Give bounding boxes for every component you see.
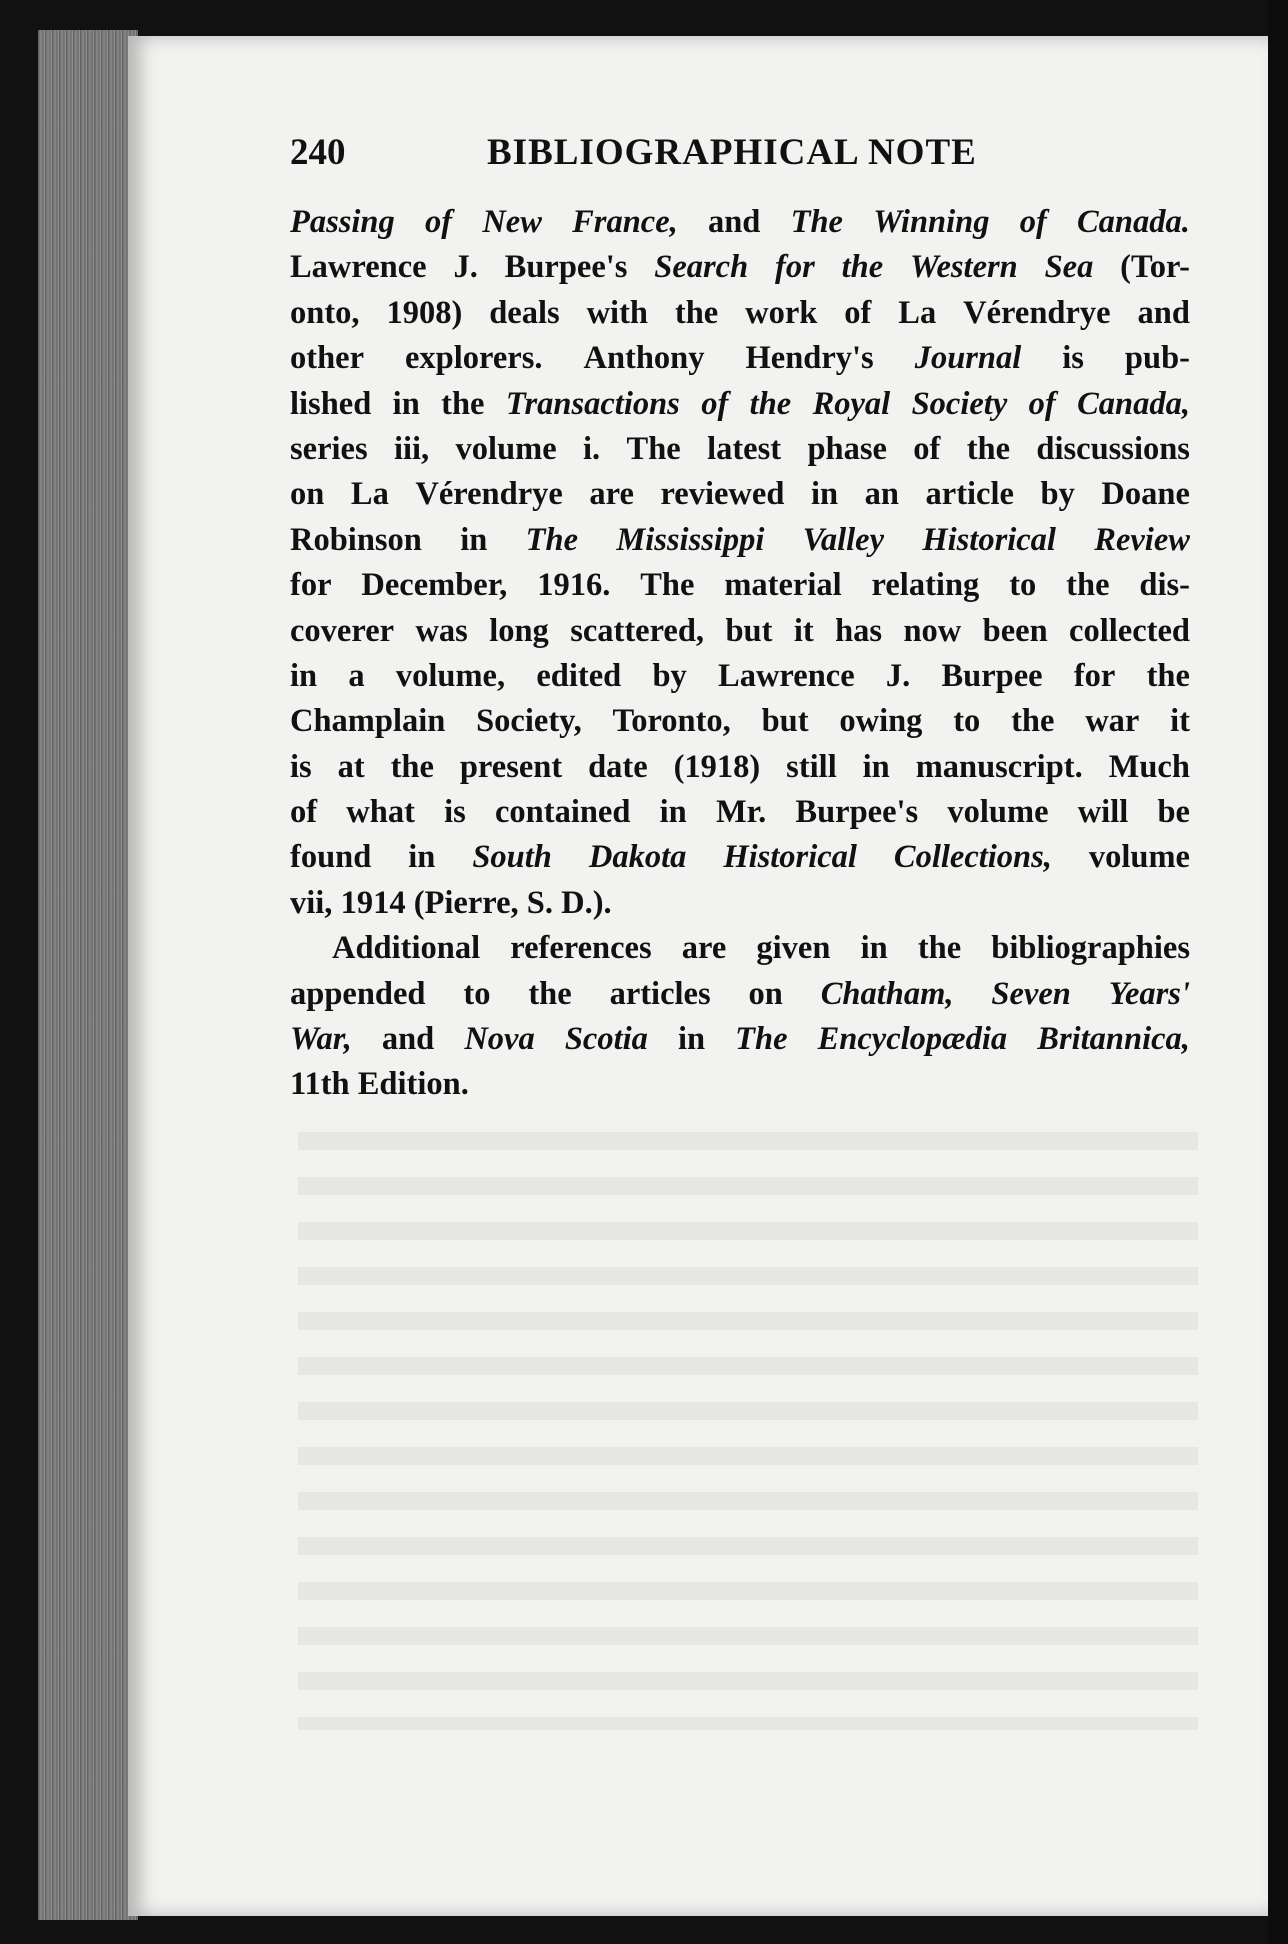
word: Mississippi [616,521,765,558]
word: Collections, [893,839,1052,876]
text-line [290,1062,1190,1107]
word: scattered, [570,612,705,649]
word: (Tor- [1120,249,1190,286]
word: in [860,930,888,967]
word: and [381,1021,435,1058]
word: of [1019,204,1047,240]
word: in [810,476,839,513]
word: La [898,294,937,331]
word: of [913,430,941,467]
word: Society, [476,703,582,740]
text-line [290,427,1190,472]
word: material [724,567,842,604]
word: the [1011,703,1055,740]
word: vii, [290,884,333,921]
word: other [290,340,364,377]
word: will [1077,794,1129,831]
word: The [790,204,843,240]
word: i. [583,430,601,467]
word: Sea [1044,249,1094,286]
word: been [982,612,1048,649]
word: The [525,521,578,558]
word: in [460,521,488,558]
word: for [1073,657,1116,694]
text-line [290,699,1190,744]
word: a [348,657,365,694]
word: Lawrence [290,249,427,286]
text-line [290,472,1190,517]
word: Toronto, [612,703,731,740]
text-line [290,518,1190,563]
book-page-edges [38,30,138,1920]
word: 11th [290,1066,350,1103]
word: (1918) [673,748,761,785]
text-line [290,609,1190,654]
page-header [290,128,1190,178]
word: is [290,748,312,785]
show-through-from-reverse [298,1110,1198,1730]
word: 1916. [537,567,611,604]
word: Valley [802,521,884,558]
word: the [749,385,792,422]
word: with [586,294,648,331]
word: the [1146,657,1190,694]
text-line [290,745,1190,790]
word: Mr. [715,794,767,831]
text-line [290,926,1190,971]
word: in [290,657,318,694]
word: coverer [290,612,395,649]
word: Anthony [583,340,705,377]
word: and [707,204,761,240]
word: work [745,294,818,331]
word: Society [911,385,1008,422]
word: Scotia [564,1021,648,1058]
word: Western [909,249,1018,286]
word: to [1009,567,1037,604]
text-line [290,245,1190,290]
word: 1908) [386,294,463,331]
word: deals [489,294,560,331]
word: of [844,294,872,331]
word: is [444,794,466,831]
word: contained [495,794,631,831]
word: articles [609,975,711,1012]
word: latest [707,430,782,467]
word: Much [1108,748,1190,785]
word: article [925,476,1014,513]
word: France, [572,204,678,240]
word: in [677,1021,706,1058]
word: Review [1094,521,1190,558]
word: Transactions [505,385,680,422]
word: are [589,476,634,513]
word: dis- [1139,567,1190,604]
word: Winning [873,204,990,240]
word: Champlain [290,703,446,740]
word: of [425,204,453,240]
word: Vérendrye [415,476,563,513]
word: on [748,975,783,1012]
word: what [346,794,415,831]
text-line [290,654,1190,699]
word: phase [807,430,887,467]
word: Royal [812,385,891,422]
word: Edition. [357,1066,469,1103]
word: at [337,748,365,785]
word: Doane [1101,476,1190,513]
word: but [761,703,809,740]
word: by [652,657,687,694]
word: lished [290,385,372,422]
word: has [835,612,883,649]
word: now [903,612,962,649]
text-line [290,291,1190,336]
word: Seven [991,975,1071,1012]
word: in [392,385,420,422]
word: Nova [464,1021,535,1058]
word: volume [1088,839,1190,876]
word: edited [536,657,622,694]
word: are [681,930,727,967]
word: of [1028,385,1056,422]
word: Historical [723,839,857,876]
word: Britannica, [1037,1021,1190,1058]
word: still [786,748,837,785]
scan-border-right [1268,0,1288,1944]
word: war [1085,703,1140,740]
word: Burpee's [504,249,628,286]
word: 1914 [340,884,406,921]
word: Passing [290,204,395,240]
word: to [463,975,491,1012]
word: appended [290,975,426,1012]
word: Historical [922,521,1056,558]
word: J. [885,657,911,694]
word: the [441,385,485,422]
word: by [1040,476,1075,513]
word: date [588,748,648,785]
word: in [408,839,436,876]
word: an [864,476,899,513]
word: La [350,476,389,513]
word: Dakota [588,839,687,876]
word: the [1066,567,1110,604]
word: found [290,839,372,876]
word: iii, [393,430,430,467]
word: Encyclopædia [817,1021,1008,1058]
word: reviewed [660,476,785,513]
word: on [290,476,325,513]
word: New [482,204,542,240]
word: present [459,748,563,785]
word: South [472,839,552,876]
text-line [290,382,1190,427]
word: long [489,612,549,649]
word: volume, [395,657,506,694]
word: Hendry's [745,340,874,377]
word: Years' [1108,975,1190,1012]
word: be [1157,794,1190,831]
word: volume [455,430,557,467]
word: (Pierre, [413,884,519,921]
word: collected [1069,612,1190,649]
word: it [793,612,814,649]
word: the [674,294,719,331]
text-line [290,835,1190,880]
word: references [510,930,652,967]
word: onto, [290,294,360,331]
word: The [626,430,681,467]
text-line [290,972,1190,1017]
word: discussions [1036,430,1190,467]
word: it [1170,703,1190,740]
word: J. [453,249,478,286]
word: Canada, [1077,385,1190,422]
word: series [290,430,368,467]
text-line [290,1017,1190,1062]
word: relating [871,567,980,604]
word: given [756,930,831,967]
word: Chatham, [820,975,954,1012]
word: and [1137,294,1190,331]
word: Canada. [1077,204,1190,240]
word: the [390,748,434,785]
word: owing [839,703,923,740]
text-line [290,790,1190,835]
word: but [725,612,773,649]
word: the [966,430,1011,467]
text-line [290,200,1190,245]
word: the [841,249,884,286]
word: in [862,748,890,785]
word: The [735,1021,788,1058]
word: explorers. [404,340,543,377]
word: Vérendrye [963,294,1111,331]
word: the [917,930,962,967]
word: was [415,612,468,649]
word: Lawrence [718,657,855,694]
word: of [290,794,318,831]
word: The [640,567,695,604]
body-text [290,200,1190,1108]
text-line [290,336,1190,381]
word: Additional [332,930,481,967]
page-number: 240 [290,132,346,173]
word: of [701,385,729,422]
word: the [528,975,572,1012]
word: December, [361,567,508,604]
word: War, [290,1021,352,1058]
word: S. [526,884,553,921]
word: manuscript. [915,748,1083,785]
text-line [290,881,1190,926]
word: to [953,703,981,740]
word: Burpee [941,657,1043,694]
word: in [659,794,687,831]
word: Burpee's [795,794,919,831]
word: pub- [1124,340,1190,377]
word: for [775,249,815,286]
word: volume [947,794,1049,831]
word: Journal [914,340,1022,377]
word: bibliographies [991,930,1190,967]
word: for [290,567,332,604]
text-line [290,563,1190,608]
word: D.). [561,884,612,921]
word: Search [654,249,749,286]
word: Robinson [290,521,422,558]
word: is [1062,340,1084,377]
running-head: BIBLIOGRAPHICAL NOTE [487,132,977,173]
